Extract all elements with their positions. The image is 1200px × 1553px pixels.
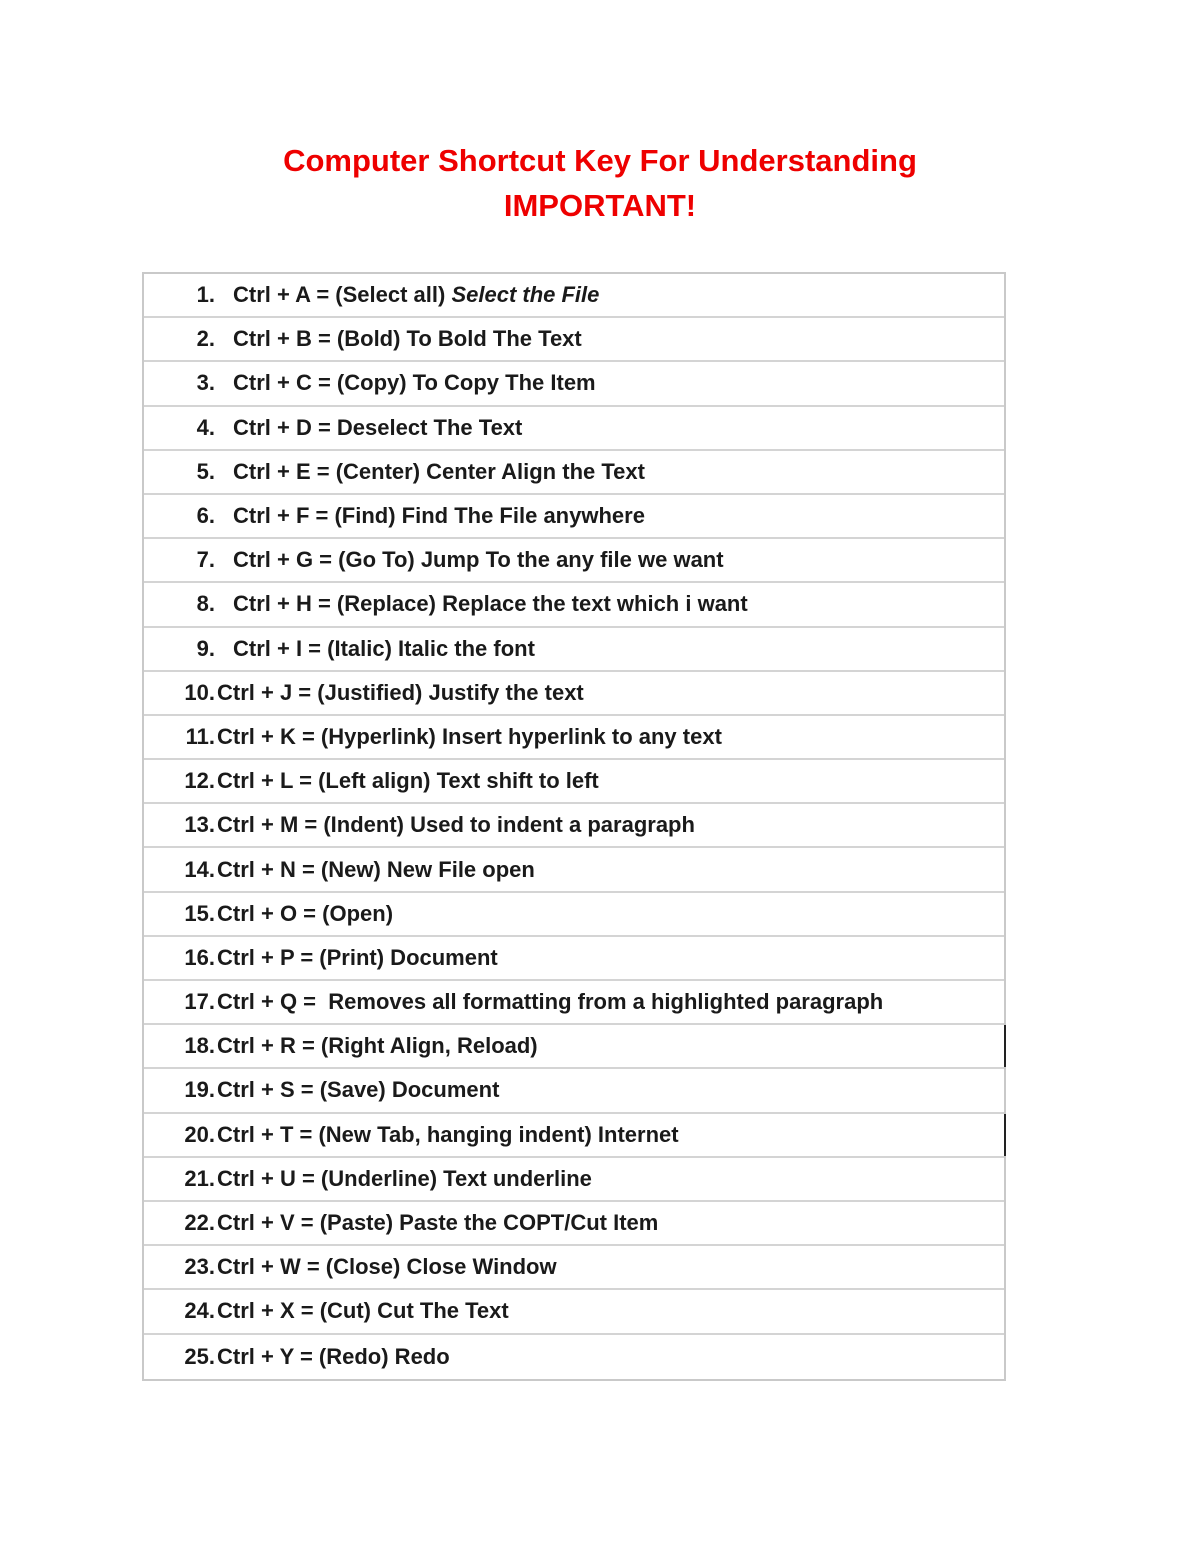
row-number: 7. — [196, 547, 215, 573]
row-number: 2. — [196, 326, 215, 352]
table-row — [144, 1202, 1004, 1246]
row-number: 18. — [184, 1033, 215, 1059]
row-number: 8. — [196, 591, 215, 617]
row-number: 15. — [184, 900, 215, 926]
table-row — [144, 1025, 1004, 1069]
row-number: 24. — [184, 1298, 215, 1324]
row-text: Ctrl + Q = Removes all formatting from a highlighted paragraph — [217, 989, 884, 1015]
row-text: Ctrl + D = Deselect The Text — [233, 414, 523, 440]
row-number: 9. — [196, 635, 215, 661]
table-row — [144, 1114, 1004, 1158]
table-row — [144, 362, 1004, 406]
row-text: Ctrl + G = (Go To) Jump To the any file we want — [233, 547, 724, 573]
table-row — [144, 1290, 1004, 1334]
row-text: Ctrl + B = (Bold) To Bold The Text — [233, 326, 582, 352]
table-row — [144, 451, 1004, 495]
table-row — [144, 318, 1004, 362]
row-text: Ctrl + F = (Find) Find The File anywhere — [233, 503, 645, 529]
row-text: Ctrl + S = (Save) Document — [217, 1077, 500, 1103]
row-text-main: Ctrl + A = (Select all) — [233, 282, 452, 308]
table-row — [144, 716, 1004, 760]
row-text-italic: Select the File — [451, 282, 600, 308]
row-text: Ctrl + T = (New Tab, hanging indent) Internet — [217, 1121, 679, 1147]
row-text: Ctrl + H = (Replace) Replace the text which i want — [233, 591, 748, 617]
row-text — [233, 282, 599, 308]
row-text: Ctrl + E = (Center) Center Align the Text — [233, 458, 645, 484]
row-number: 25. — [184, 1343, 215, 1369]
row-number: 10. — [184, 679, 215, 705]
row-number: 6. — [196, 503, 215, 529]
table-row — [144, 848, 1004, 892]
table-row — [144, 583, 1004, 627]
row-text: Ctrl + R = (Right Align, Reload) — [217, 1033, 538, 1059]
row-number: 20. — [184, 1121, 215, 1147]
table-row — [144, 893, 1004, 937]
row-text: Ctrl + L = (Left align) Text shift to left — [217, 768, 599, 794]
row-text: Ctrl + C = (Copy) To Copy The Item — [233, 370, 596, 396]
table-row — [144, 1335, 1004, 1379]
row-text: Ctrl + M = (Indent) Used to indent a paragraph — [217, 812, 695, 838]
table-row — [144, 495, 1004, 539]
table-row — [144, 1246, 1004, 1290]
row-text: Ctrl + P = (Print) Document — [217, 944, 498, 970]
row-number: 16. — [184, 944, 215, 970]
row-text: Ctrl + U = (Underline) Text underline — [217, 1165, 592, 1191]
row-text: Ctrl + J = (Justified) Justify the text — [217, 679, 584, 705]
row-number: 21. — [184, 1165, 215, 1191]
row-text: Ctrl + N = (New) New File open — [217, 856, 535, 882]
row-number: 12. — [184, 768, 215, 794]
row-text: Ctrl + W = (Close) Close Window — [217, 1254, 557, 1280]
table-row — [144, 804, 1004, 848]
row-number: 23. — [184, 1254, 215, 1280]
row-number: 5. — [196, 458, 215, 484]
row-number: 22. — [184, 1210, 215, 1236]
row-text: Ctrl + Y = (Redo) Redo — [217, 1343, 450, 1369]
shortcut-table — [142, 272, 1006, 1381]
page-title: Computer Shortcut Key For Understanding — [283, 143, 917, 178]
table-row — [144, 274, 1004, 318]
table-row — [144, 1158, 1004, 1202]
row-number: 1. — [196, 282, 215, 308]
row-number: 13. — [184, 812, 215, 838]
table-row — [144, 672, 1004, 716]
table-row — [144, 937, 1004, 981]
table-row — [144, 981, 1004, 1025]
row-text: Ctrl + V = (Paste) Paste the COPT/Cut Item — [217, 1210, 659, 1236]
row-number: 19. — [184, 1077, 215, 1103]
row-number: 17. — [184, 989, 215, 1015]
row-number: 3. — [196, 370, 215, 396]
row-text: Ctrl + K = (Hyperlink) Insert hyperlink to any text — [217, 723, 722, 749]
table-row — [144, 1069, 1004, 1113]
row-text: Ctrl + X = (Cut) Cut The Text — [217, 1298, 509, 1324]
table-row — [144, 539, 1004, 583]
table-row — [144, 760, 1004, 804]
row-number: 14. — [184, 856, 215, 882]
row-text: Ctrl + O = (Open) — [217, 900, 394, 926]
row-number: 11. — [185, 723, 215, 749]
row-text: Ctrl + I = (Italic) Italic the font — [233, 635, 535, 661]
row-number: 4. — [196, 414, 215, 440]
page-subtitle-important: IMPORTANT! — [503, 188, 697, 223]
table-row — [144, 628, 1004, 672]
table-row — [144, 407, 1004, 451]
